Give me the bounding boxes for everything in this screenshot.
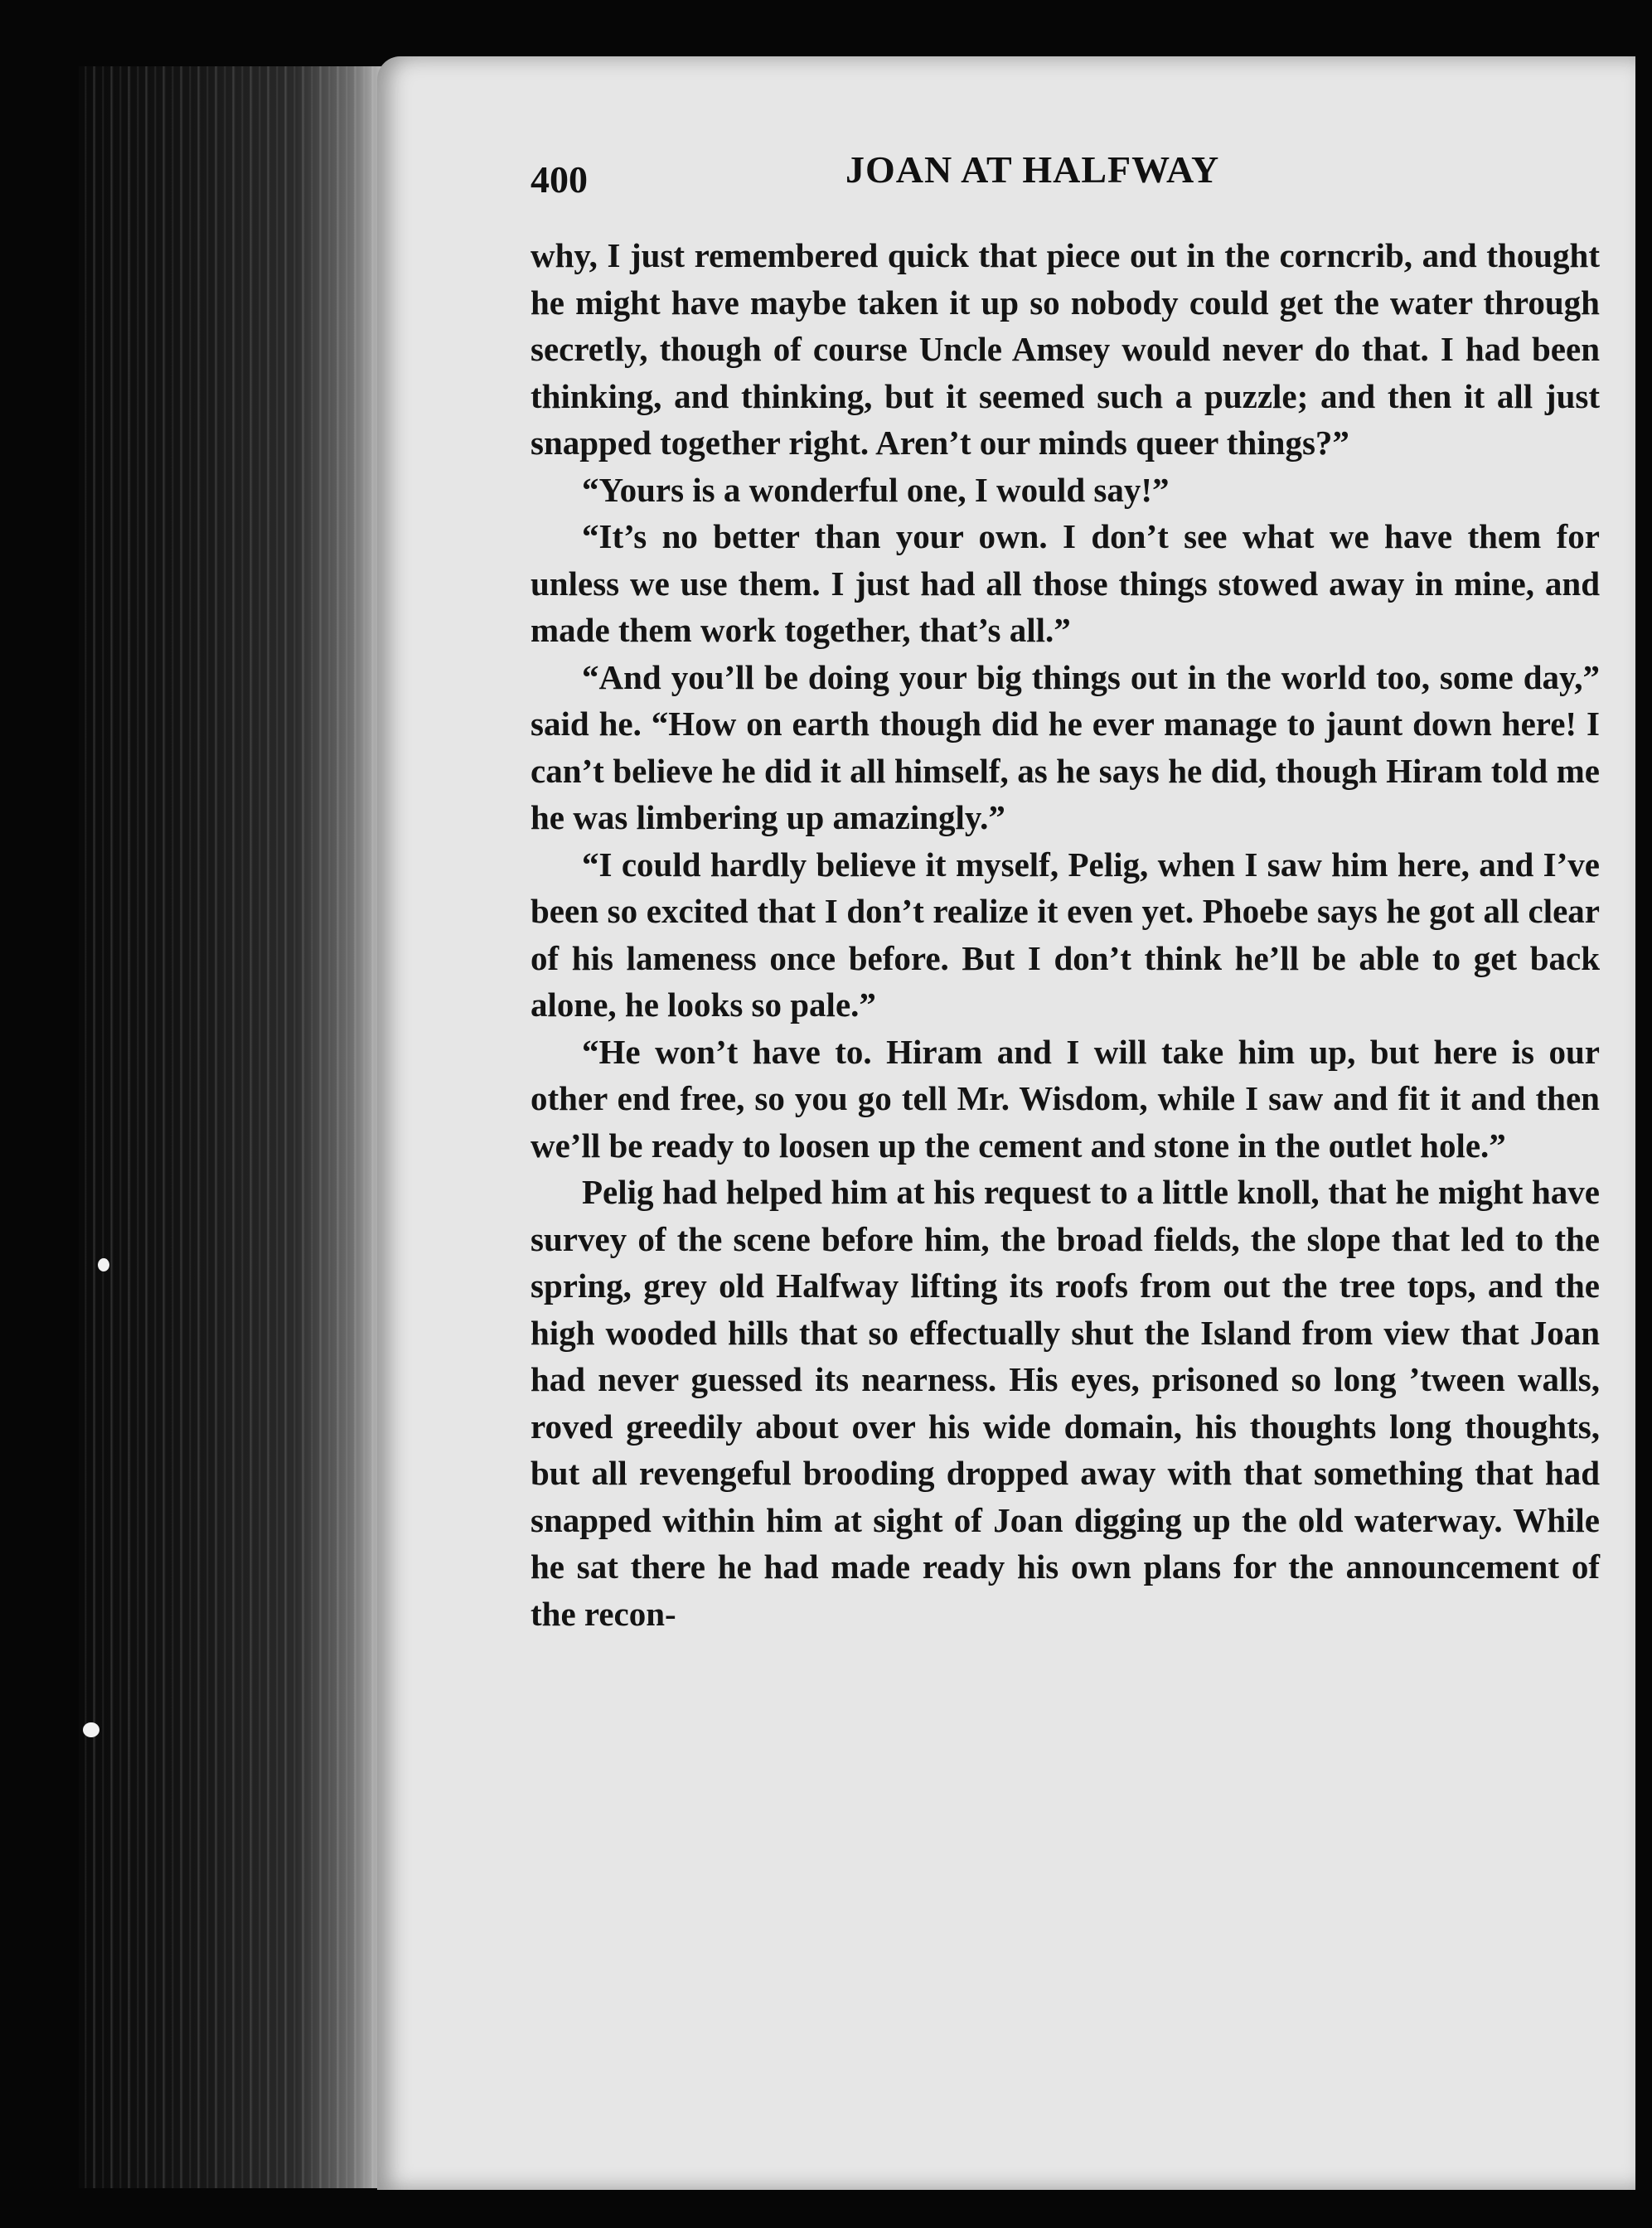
paragraph: “Yours is a wonderful one, I would say!” <box>582 470 1170 509</box>
dust-speck <box>83 1722 99 1737</box>
page-number: 400 <box>530 158 588 201</box>
paragraph: “He won’t have to. Hiram and I will take him up, but here is our other end free, so you go tell Mr. Wisdom, while I saw and fit it and then we’ll be ready to loosen up the cement and stone in the outlet hole.” <box>530 1032 1600 1165</box>
paragraph: Pelig had helped him at his request to a little knoll, that he might have survey of the scene before him, the broad fields, the slope that led to the spring, grey old Halfway lifting its roofs from out the tree tops, and the high wooded hills that so effectually shut the Island from view that Joan had never guessed its nearness. His eyes, prisoned so long ’tween walls, roved greedily about over his wide domain, his thoughts long thoughts, but all revengeful brooding dropped away with that something that had snapped within him at sight of Joan digging up the old waterway. While he sat there he had made ready his own plans for the announcement of the recon- <box>530 1173 1600 1633</box>
paragraph: why, I just remembered quick that piece out in the corncrib, and thought he might have maybe taken it up so nobody could get the water through secretly, though of course Uncle Amsey would never do that. I had been thinking, and thinking, but it seemed such a puzzle; and then it all just snapped together right. Aren’t our minds queer things?” <box>530 236 1600 462</box>
dust-speck <box>98 1258 109 1271</box>
paragraph: “And you’ll be doing your big things out in the world too, some day,” said he. “How on earth though did he ever manage to jaunt down here! I can’t believe he did it all himself, as he says he did, though Hiram told me he was limbering up amazingly.” <box>530 657 1600 836</box>
paragraph: “It’s no better than your own. I don’t see what we have them for unless we use them. I just had all those things stowed away in mine, and made them work together, that’s all.” <box>530 517 1600 649</box>
running-title: JOAN AT HALFWAY <box>845 148 1220 191</box>
page-header <box>530 148 1293 206</box>
paragraph: “I could hardly believe it myself, Pelig, when I saw him here, and I’ve been so excited that I don’t realize it even yet. Phoebe says he got all clear of his lameness once before. But I don’t think he’ll be able to get back alone, he looks so pale.” <box>530 845 1600 1024</box>
book-fore-edge <box>79 66 390 2188</box>
body-text <box>530 232 1600 1637</box>
